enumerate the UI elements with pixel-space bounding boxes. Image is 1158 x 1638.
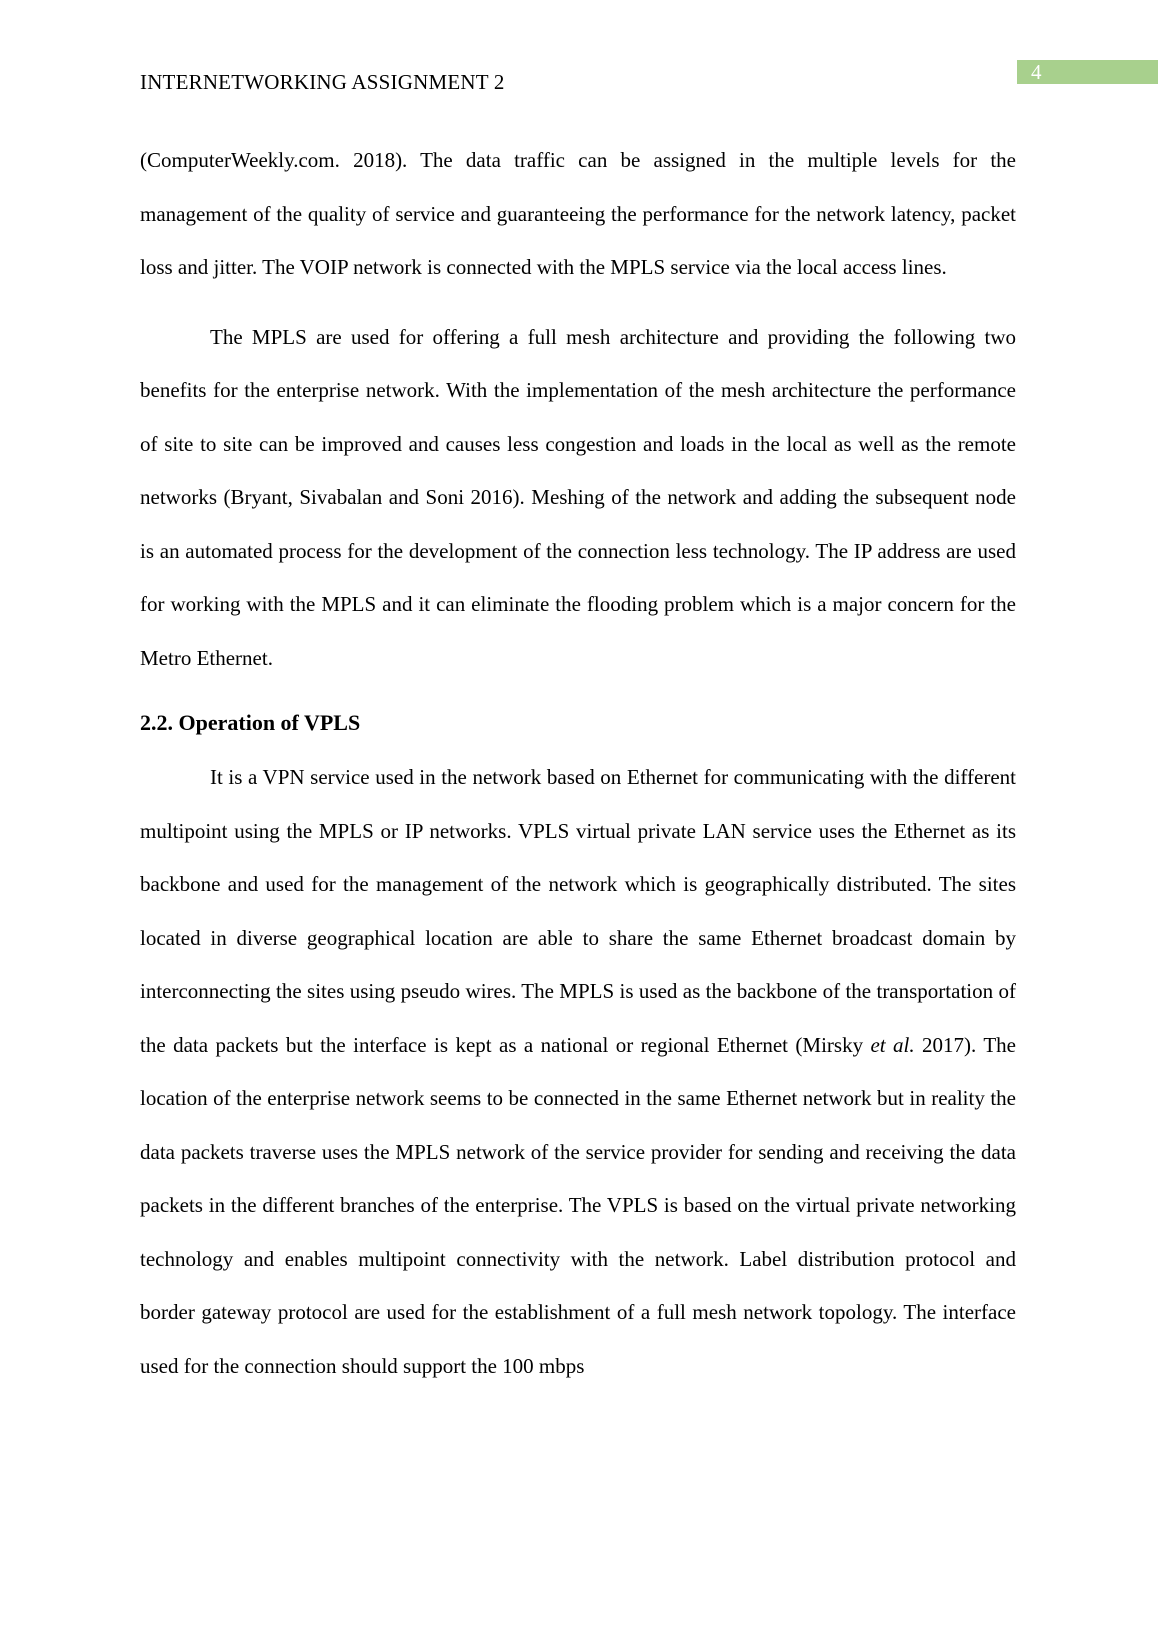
paragraph-2: The MPLS are used for offering a full mesh architecture and providing the following two benefits for the enterprise network. With the implementation of the mesh architecture the performance of site to site can be improved and causes less congestion and loads in the local as well as the remote networks (Bryant, Sivabalan and Soni 2016). Meshing of the network and adding the subsequent node is an automated process for the development of the connection less technology. The IP address are used for working with the MPLS and it can eliminate the flooding problem which is a major concern for the Metro Ethernet. [140,324,1016,670]
citation-et-al: et al. [870,1032,915,1057]
paragraph-3 [140,751,1016,1393]
running-head: INTERNETWORKING ASSIGNMENT 2 [140,70,505,94]
section-heading: 2.2. Operation of VPLS [140,710,361,735]
paragraph-3-text-a: It is a VPN service used in the network based on Ethernet for communicating with the different multipoint using the MPLS or IP networks. VPLS virtual private LAN service uses the Ethernet as its backbone and used for the management of the network which is geographically distributed. The sites located in diverse geographical location are able to share the same Ethernet broadcast domain by interconnecting the sites using pseudo wires. The MPLS is used as the backbone of the transportation of the data packets but the interface is kept as a national or regional Ethernet (Mirsky [140,765,1016,1057]
page-number: 4 [1017,60,1158,84]
document-body [140,134,1016,1393]
paragraph-3-text-b: 2017). The location of the enterprise network seems to be connected in the same Ethernet network but in reality the data packets traverse uses the MPLS network of the service provider for sending and receiving the data packets in the different branches of the enterprise. The VPLS is based on the virtual private networking technology and enables multipoint connectivity with the network. Label distribution protocol and border gateway protocol are used for the establishment of a full mesh network topology. The interface used for the connection should support the 100 mbps [140,1032,1016,1378]
paragraph-1: (ComputerWeekly.com. 2018). The data traffic can be assigned in the multiple levels for the management of the quality of service and guaranteeing the performance for the network latency, packet loss and jitter. The VOIP network is connected with the MPLS service via the local access lines. [140,148,1016,279]
